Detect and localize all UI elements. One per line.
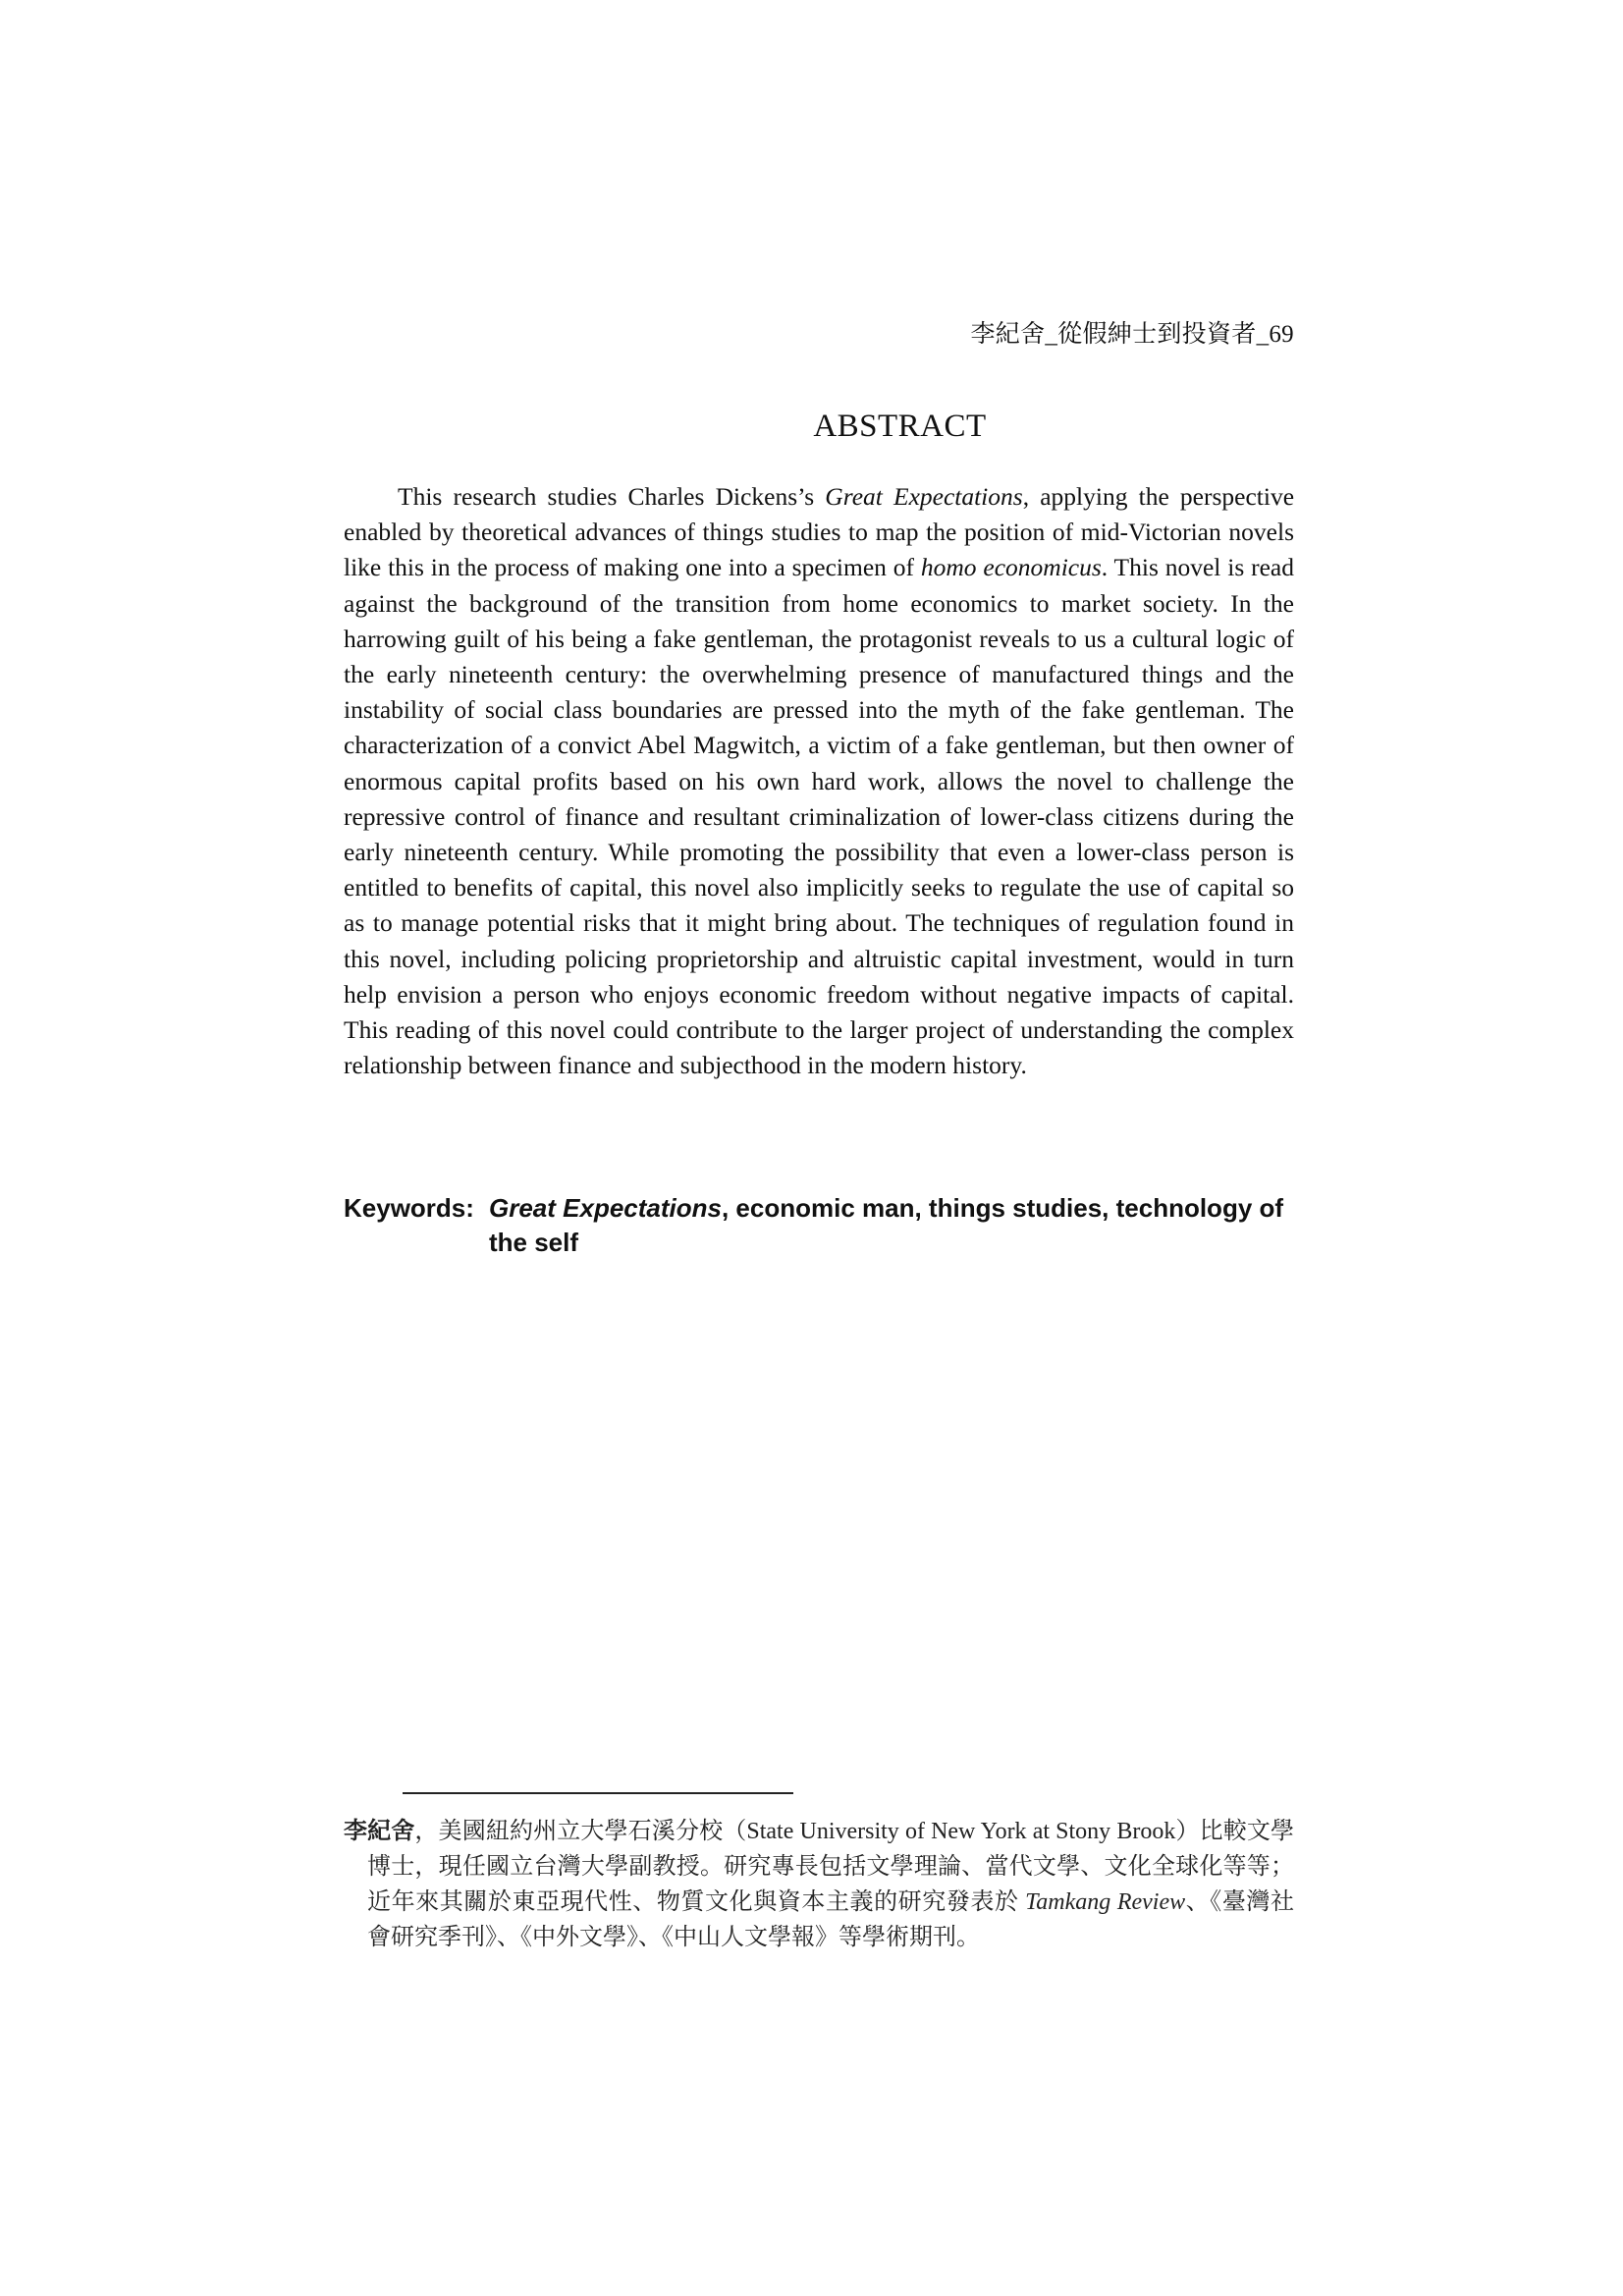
abstract-text-3: . This novel is read against the background of the transition from home economics to market society. In the harrowing guilt of his being a fake gentleman, the protagonist reveals to us a cultural logic of the early nineteenth century: the overwhelming presence of manufactured things and the instability of social class boundaries are pressed into the myth of the fake gentleman. The characterization of a convict Abel Magwitch, a victim of a fake gentleman, but then owner of enormous capital profits based on his own hard work, allows the novel to challenge the repressive control of finance and resultant criminalization of lower-class citizens during the early nineteenth century. While promoting the possibility that even a lower-class person is entitled to benefits of capital, this novel also implicitly seeks to regulate the use of capital so as to manage potential risks that it might bring about. The techniques of regulation found in this novel, including policing proprietorship and altruistic capital investment, would in turn help envision a person who enjoys economic freedom without negative impacts of capital. This reading of this novel could contribute to the larger project of understanding the complex relationship between finance and subjecthood in the modern history. <box>344 553 1294 1080</box>
footnote-text-1: ，美國紐約州立大學石溪分校（State University of New York at Stony Brook）比較文學博士，現任國立台灣大學副教授。研究專長包括文學理論、當代文學、文化全球化等等；近年來其關於東亞現代性、物質文化與資本主義的研究發表於 <box>367 1819 1295 1915</box>
keyword-book-title: Great Expectations <box>489 1193 722 1223</box>
abstract-text-2: , applying the perspective enabled by theoretical advances of things studies to map the position of mid-Victorian novels like this in the process of making one into a specimen of <box>344 482 1295 582</box>
footnote-text-2: 、《臺灣社會研究季刊》、《中外文學》、《中山人文學報》等學術期刊。 <box>367 1889 1295 1950</box>
keywords-list <box>489 1191 1294 1260</box>
author-footnote <box>344 1814 1294 1955</box>
running-header: 李紀舍_從假紳士到投資者_69 <box>970 321 1294 348</box>
keywords-label: Keywords: <box>344 1193 474 1223</box>
keywords <box>344 1191 1294 1260</box>
keywords-rest: , economic man, things studies, technology of the self <box>489 1193 1284 1257</box>
footnote-rule <box>403 1792 793 1794</box>
abstract-title: ABSTRACT <box>813 409 987 444</box>
footnote-journal-title: Tamkang Review <box>1025 1889 1186 1915</box>
footnote-author-name: 李紀舍 <box>344 1819 415 1844</box>
abstract-body <box>344 479 1294 1083</box>
abstract-text-1: This research studies Charles Dickens’s <box>398 482 826 511</box>
abstract-book-title: Great Expectations <box>825 482 1023 511</box>
abstract-latin-term: homo economicus <box>920 553 1102 582</box>
